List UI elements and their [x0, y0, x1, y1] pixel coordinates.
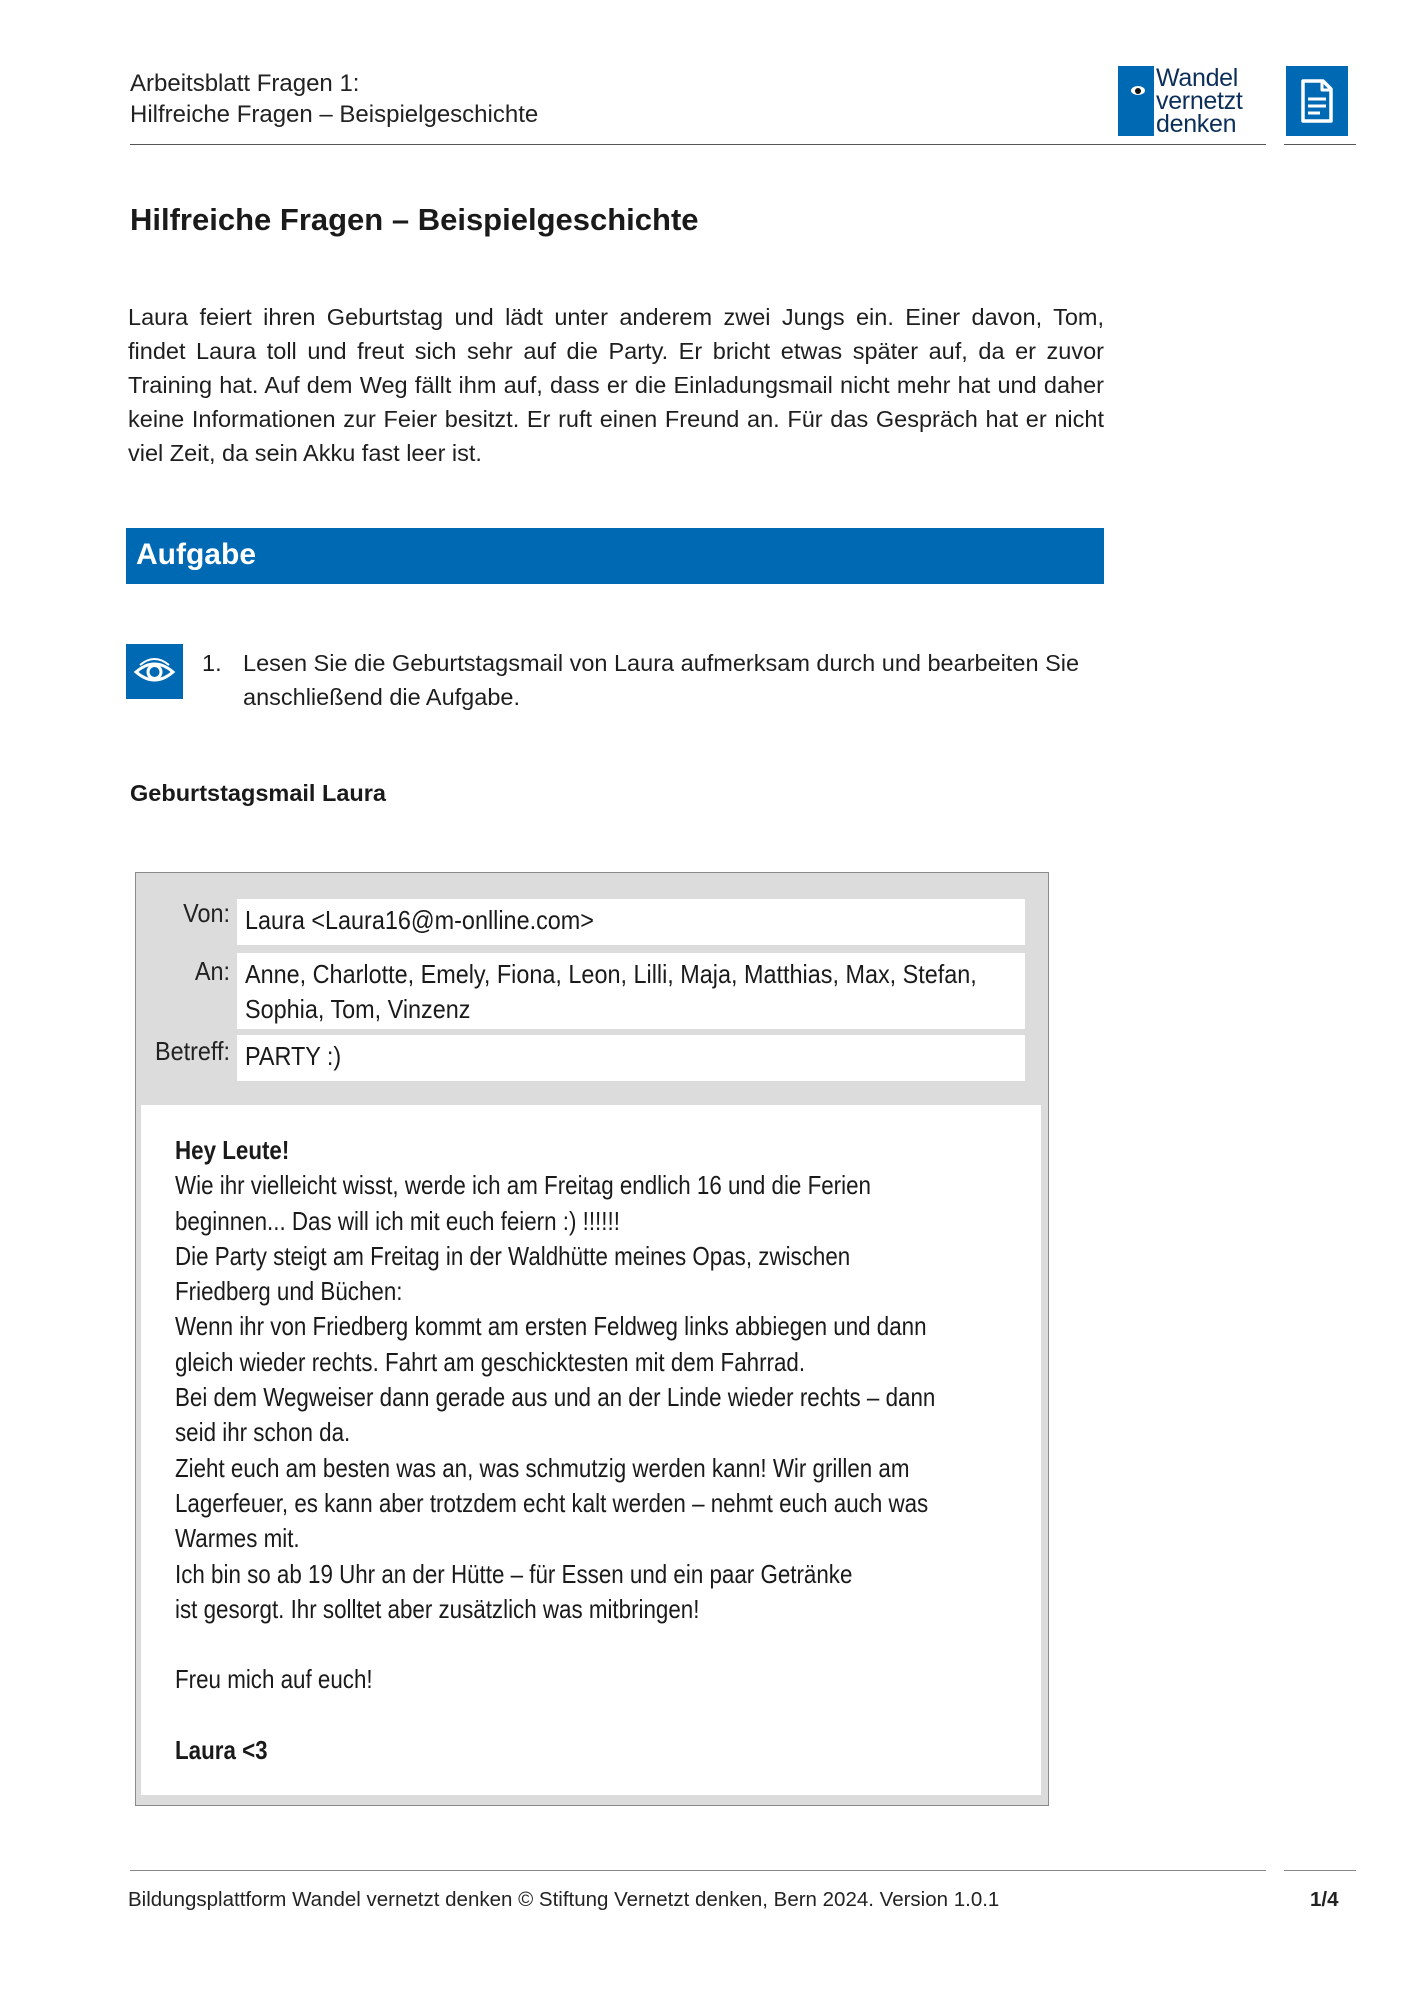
mail-body-line: Ich bin so ab 19 Uhr an der Hütte – für Essen und ein paar Getränke	[175, 1558, 853, 1589]
mail-body-line: Wie ihr vielleicht wisst, werde ich am Freitag endlich 16 und die Ferien	[175, 1170, 871, 1201]
mail-body-line: gleich wieder rechts. Fahrt am geschicktesten mit dem Fahrrad.	[175, 1346, 806, 1377]
mail-body-line: Freu mich auf euch!	[175, 1664, 373, 1695]
mail-body-line	[175, 1627, 1007, 1662]
header-divider-right	[1284, 144, 1356, 145]
to-field	[237, 953, 1025, 1029]
header-title-line-1: Arbeitsblatt Fragen 1:	[130, 70, 360, 97]
logo	[1118, 66, 1278, 138]
footer-divider-right	[1284, 1870, 1356, 1871]
logo-word-3: denken	[1156, 110, 1237, 138]
header-title-line-2: Hilfreiche Fragen – Beispielgeschichte	[130, 101, 539, 128]
logo-word-2: vernetzt	[1156, 87, 1243, 115]
mail-heading: Geburtstagsmail Laura	[130, 780, 386, 806]
from-field	[237, 899, 1025, 945]
footer-text: Bildungsplattform Wandel vernetzt denken © Stiftung Vernetzt denken, Bern 2024. Version 1.0.1	[128, 1888, 1000, 1911]
mail-body-line: Friedberg und Büchen:	[175, 1276, 403, 1307]
task-banner-label: Aufgabe	[136, 538, 256, 571]
from-label: Von:	[183, 898, 230, 928]
email-screenshot	[135, 872, 1049, 1806]
eye-icon	[126, 644, 183, 699]
mail-body-line: beginnen... Das will ich mit euch feiern :) !!!!!!	[175, 1205, 620, 1236]
logo-bar	[1118, 66, 1154, 136]
mail-body-line: seid ihr schon da.	[175, 1417, 351, 1448]
page-number: 1/4	[1310, 1888, 1339, 1911]
subject-value: PARTY :)	[245, 1041, 342, 1071]
logo-word-1: Wandel	[1156, 64, 1239, 92]
mail-body-line	[175, 1698, 1007, 1733]
to-value-line-2: Sophia, Tom, Vinzenz	[245, 994, 471, 1024]
task-number: 1.	[202, 650, 222, 676]
document-icon	[1286, 66, 1348, 136]
mail-body	[141, 1105, 1041, 1795]
eye-icon	[1131, 86, 1145, 95]
mail-body-line: ist gesorgt. Ihr solltet aber zusätzlich was mitbringen!	[175, 1593, 700, 1624]
mail-body-line: Lagerfeuer, es kann aber trotzdem echt kalt werden – nehmt euch auch was	[175, 1487, 929, 1518]
mail-signature: Laura <3	[175, 1735, 268, 1766]
mail-body-line: Wenn ihr von Friedberg kommt am ersten Feldweg links abbiegen und dann	[175, 1311, 927, 1342]
header-divider	[130, 144, 1266, 145]
to-label: An:	[194, 956, 230, 986]
subject-field	[237, 1035, 1025, 1081]
mail-body-line: Zieht euch am besten was an, was schmutzig werden kann! Wir grillen am	[175, 1452, 910, 1483]
page-title: Hilfreiche Fragen – Beispielgeschichte	[130, 202, 699, 237]
header-title	[130, 68, 538, 130]
subject-label: Betreff:	[154, 1036, 230, 1066]
task-text: Lesen Sie die Geburtstagsmail von Laura aufmerksam durch und bearbeiten Sie anschließend die Aufgabe.	[243, 650, 1080, 710]
story-paragraph: Laura feiert ihren Geburtstag und lädt unter anderem zwei Jungs ein. Einer davon, Tom, findet Laura toll und freut sich sehr auf die Party. Er bricht etwas später auf, da er zuvor Training hat. Auf dem Weg fällt ihm auf, dass er die Einladungsmail nicht mehr hat und daher keine Informationen zur Feier besitzt. Er ruft einen Freund an. Für das Gespräch hat er nicht viel Zeit, da sein Akku fast leer ist.	[128, 304, 1104, 466]
footer-divider	[130, 1870, 1266, 1871]
to-value-line-1: Anne, Charlotte, Emely, Fiona, Leon, Lilli, Maja, Matthias, Max, Stefan,	[245, 959, 977, 989]
mail-body-line: Bei dem Wegweiser dann gerade aus und an der Linde wieder rechts – dann	[175, 1382, 936, 1413]
mail-body-line: Warmes mit.	[175, 1523, 300, 1554]
mail-body-line: Die Party steigt am Freitag in der Waldhütte meines Opas, zwischen	[175, 1240, 851, 1271]
from-value: Laura <Laura16@m-onlline.com>	[245, 905, 594, 935]
mail-body-line: Hey Leute!	[175, 1135, 290, 1165]
task-banner	[126, 528, 1104, 584]
